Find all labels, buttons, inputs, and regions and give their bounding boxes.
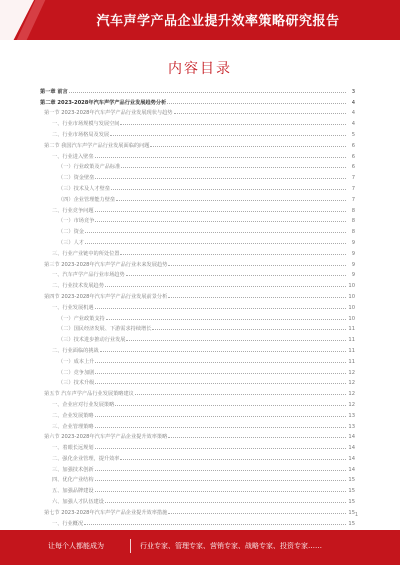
- toc-entry[interactable]: [40, 214, 355, 225]
- toc-entry-text: 第六节 2023-2028年汽车声学产品企业提升效率策略: [44, 434, 168, 441]
- toc-entry-text: （三）技术及人才壁垒: [58, 185, 110, 192]
- toc-page-number: 8: [351, 207, 355, 214]
- toc-leader-dots: [95, 469, 346, 471]
- toc-entry-text: 第五节 汽车声学产品行业发展策略建议: [44, 391, 134, 398]
- toc-page-number: 14: [348, 466, 355, 473]
- toc-page-number: 9: [351, 261, 355, 268]
- toc-entry-text: 一、企业应对行业发展策略: [52, 401, 115, 408]
- toc-leader-dots: [95, 361, 346, 363]
- toc-entry[interactable]: [40, 192, 355, 203]
- toc-page-number: 11: [348, 347, 355, 354]
- toc-page-number: 4: [351, 99, 355, 106]
- toc-entry[interactable]: [40, 300, 355, 311]
- toc-page-number: 6: [351, 153, 355, 160]
- toc-leader-dots: [111, 188, 346, 190]
- toc-page-number: 12: [348, 391, 355, 398]
- toc-entry-text: 第三节 2023-2028年汽车声学产品行业未来发展趋势: [44, 261, 168, 268]
- toc-entry-text: （一）成本上升: [58, 358, 95, 365]
- toc-entry-text: （二）资金: [58, 229, 84, 236]
- toc-page-number: 11: [348, 326, 355, 333]
- toc-leader-dots: [85, 231, 346, 233]
- toc-leader-dots: [116, 199, 346, 201]
- toc-leader-dots: [126, 339, 346, 341]
- toc-entry-text: （四）企业管理能力壁垒: [58, 196, 116, 203]
- toc-page-number: 10: [348, 315, 355, 322]
- toc-page-number: 11: [348, 358, 355, 365]
- toc-entry[interactable]: [40, 494, 355, 505]
- toc-entry[interactable]: [40, 138, 355, 149]
- toc-entry[interactable]: [40, 311, 355, 322]
- toc-page-number: 14: [348, 434, 355, 441]
- toc-leader-dots: [120, 253, 346, 255]
- toc-leader-dots: [174, 112, 347, 114]
- toc-entry[interactable]: [40, 505, 355, 516]
- toc-entry[interactable]: [40, 246, 355, 257]
- toc-entry[interactable]: [40, 235, 355, 246]
- toc-entry-text: 第四节 2023-2028年汽车声学产品行业发展前景分析: [44, 293, 168, 300]
- footer-bar: [0, 530, 400, 565]
- toc-page-number: 12: [348, 401, 355, 408]
- toc-page-number: 9: [351, 250, 355, 257]
- toc-leader-dots: [168, 512, 346, 514]
- toc-entry-text: （三）技术升级: [58, 380, 95, 387]
- footer-slogan-left: 让每个人都能成为: [48, 542, 104, 550]
- toc-entry-text: 第二章 2023-2028年汽车声学产品行业发展趋势分析: [40, 99, 167, 106]
- toc-page-number: 7: [351, 185, 355, 192]
- toc-entry-text: 第一节 2023-2028年汽车声学产品行业发展现状与趋势: [44, 110, 173, 117]
- toc-page-number: 4: [351, 110, 355, 117]
- toc-leader-dots: [95, 479, 346, 481]
- toc-entry[interactable]: [40, 106, 355, 117]
- toc-entry[interactable]: [40, 224, 355, 235]
- toc-leader-dots: [152, 328, 346, 330]
- toc-leader-dots: [100, 350, 346, 352]
- toc-entry[interactable]: [40, 181, 355, 192]
- toc-page-number: 6: [351, 142, 355, 149]
- toc-entry-text: 一、行业进入壁垒: [52, 153, 94, 160]
- toc-leader-dots: [168, 436, 346, 438]
- toc-page-number: 15: [348, 509, 355, 516]
- toc-page-number: 4: [351, 121, 355, 128]
- toc-entry[interactable]: [40, 386, 355, 397]
- toc-entry[interactable]: [40, 160, 355, 171]
- toc-leader-dots: [84, 523, 346, 525]
- toc-leader-dots: [69, 91, 346, 93]
- toc-page-number: 9: [351, 272, 355, 279]
- toc-entry[interactable]: [40, 473, 355, 484]
- toc-entry-text: 三、行业产业链中的所处位置: [52, 250, 120, 257]
- toc-page-number: 15: [348, 488, 355, 495]
- toc-leader-dots: [106, 318, 346, 320]
- toc-entry[interactable]: [40, 149, 355, 160]
- toc-entry[interactable]: [40, 322, 355, 333]
- toc-entry[interactable]: [40, 332, 355, 343]
- toc-leader-dots: [95, 372, 346, 374]
- toc-leader-dots: [105, 501, 346, 503]
- toc-title: 内容目录: [168, 61, 232, 77]
- toc-leader-dots: [168, 264, 346, 266]
- footer-slogan-right: 行业专家、管理专家、营销专家、战略专家、投资专家……: [140, 542, 322, 550]
- toc-leader-dots: [110, 134, 346, 136]
- toc-leader-dots: [95, 220, 346, 222]
- toc-entry-text: （三）技术进步推动行业发展: [58, 337, 126, 344]
- toc-entry-text: （三）人才: [58, 239, 84, 246]
- toc-entry[interactable]: [40, 440, 355, 451]
- toc-page-number: 11: [348, 337, 355, 344]
- toc-page-number: 15: [348, 477, 355, 484]
- toc-entry[interactable]: [40, 408, 355, 419]
- toc-entry[interactable]: [40, 257, 355, 268]
- toc-leader-dots: [120, 123, 346, 125]
- toc-entry-text: 一、行业概况: [52, 520, 84, 527]
- page-number: 1: [354, 512, 358, 518]
- toc-leader-dots: [95, 210, 346, 212]
- toc-entry-text: 二、行业市场格局及发展: [52, 131, 110, 138]
- toc-page-number: 3: [351, 88, 355, 95]
- toc-entry-text: 二、企业发展策略: [52, 412, 94, 419]
- toc-leader-dots: [95, 426, 346, 428]
- toc-entry[interactable]: [40, 127, 355, 138]
- toc-entry-text: （二）竞争加剧: [58, 369, 95, 376]
- toc-entry-text: 四、优化产业结构: [52, 477, 94, 484]
- toc-page-number: 8: [351, 218, 355, 225]
- toc-page-number: 7: [351, 175, 355, 182]
- toc-leader-dots: [120, 458, 346, 460]
- toc-entry-text: （一）行业政策及产品标准: [58, 164, 121, 171]
- toc-page-number: 15: [348, 520, 355, 527]
- toc-entry[interactable]: [40, 354, 355, 365]
- toc-page-number: 5: [351, 131, 355, 138]
- toc-entry-text: （二）资金壁垒: [58, 175, 95, 182]
- toc-page-number: 6: [351, 164, 355, 171]
- toc-leader-dots: [167, 102, 346, 104]
- toc-entry[interactable]: [40, 397, 355, 408]
- toc-entry[interactable]: [40, 483, 355, 494]
- toc-entry-text: 五、加强品牌建设: [52, 488, 94, 495]
- header-bar: [0, 0, 400, 40]
- toc-entry[interactable]: [40, 430, 355, 441]
- toc-entry[interactable]: [40, 116, 355, 127]
- toc-entry-text: （二）国民经济发展、下游需求持续增长: [58, 326, 152, 333]
- toc-entry[interactable]: [40, 170, 355, 181]
- toc-entry-text: 六、加强人才队伍建设: [52, 499, 104, 506]
- toc-entry-text: 三、企业管理策略: [52, 423, 94, 430]
- toc-entry-text: 一、行业发展机遇: [52, 304, 94, 311]
- toc-entry[interactable]: [40, 462, 355, 473]
- toc-entry[interactable]: [40, 268, 355, 279]
- toc-entry-text: （一）产业政策支持: [58, 315, 105, 322]
- toc-leader-dots: [150, 145, 346, 147]
- toc-page-number: 10: [348, 293, 355, 300]
- table-of-contents: [40, 84, 355, 537]
- toc-entry-text: 二、强化企业管理，提升效率: [52, 455, 120, 462]
- toc-leader-dots: [95, 447, 346, 449]
- footer-divider: [130, 539, 131, 553]
- toc-entry-text: （一）市场竞争: [58, 218, 95, 225]
- toc-page-number: 15: [348, 499, 355, 506]
- toc-entry[interactable]: [40, 365, 355, 376]
- toc-page-number: 13: [348, 412, 355, 419]
- toc-page-number: 10: [348, 283, 355, 290]
- toc-entry-text: 第二节 我国汽车声学产品行业发展面临的问题: [44, 142, 150, 149]
- toc-leader-dots: [85, 242, 346, 244]
- toc-entry-text: 三、加强技术创新: [52, 466, 94, 473]
- toc-entry-text: 一、着眼长远规划: [52, 445, 94, 452]
- toc-page-number: 8: [351, 229, 355, 236]
- toc-entry-text: 一、汽车声学产品行业市场趋势: [52, 272, 125, 279]
- toc-entry-text: 二、行业面临的挑战: [52, 347, 99, 354]
- toc-page-number: 10: [348, 304, 355, 311]
- toc-page-number: 14: [348, 445, 355, 452]
- document-title: 汽车声学产品企业提升效率策略研究报告: [96, 14, 340, 29]
- toc-entry[interactable]: [40, 419, 355, 430]
- toc-page-number: 13: [348, 423, 355, 430]
- toc-entry[interactable]: [40, 376, 355, 387]
- toc-entry-text: 第七节 2023-2028年汽车声学产品企业提升效率措施: [44, 509, 168, 516]
- toc-entry-text: 二、行业竞争问题: [52, 207, 94, 214]
- toc-leader-dots: [95, 156, 346, 158]
- toc-page-number: 7: [351, 196, 355, 203]
- toc-leader-dots: [105, 285, 346, 287]
- toc-leader-dots: [95, 382, 346, 384]
- toc-entry[interactable]: [40, 343, 355, 354]
- toc-entry[interactable]: [40, 289, 355, 300]
- toc-leader-dots: [126, 274, 346, 276]
- toc-leader-dots: [115, 404, 346, 406]
- toc-entry-text: 一、行业市场规模与发展空间: [52, 121, 120, 128]
- toc-entry-text: 第一章 前言: [40, 88, 68, 95]
- toc-entry[interactable]: [40, 278, 355, 289]
- toc-leader-dots: [121, 166, 346, 168]
- toc-entry[interactable]: [40, 203, 355, 214]
- toc-entry-text: 二、行业技术发展趋势: [52, 283, 104, 290]
- toc-leader-dots: [135, 393, 346, 395]
- toc-leader-dots: [95, 415, 346, 417]
- toc-page-number: 14: [348, 455, 355, 462]
- toc-leader-dots: [95, 307, 346, 309]
- toc-page-number: 9: [351, 239, 355, 246]
- toc-leader-dots: [95, 490, 346, 492]
- toc-entry[interactable]: [40, 516, 355, 527]
- toc-entry[interactable]: [40, 451, 355, 462]
- toc-page-number: 12: [348, 380, 355, 387]
- toc-entry[interactable]: [40, 95, 355, 106]
- toc-entry[interactable]: [40, 84, 355, 95]
- toc-page-number: 12: [348, 369, 355, 376]
- toc-leader-dots: [95, 177, 346, 179]
- toc-leader-dots: [168, 296, 346, 298]
